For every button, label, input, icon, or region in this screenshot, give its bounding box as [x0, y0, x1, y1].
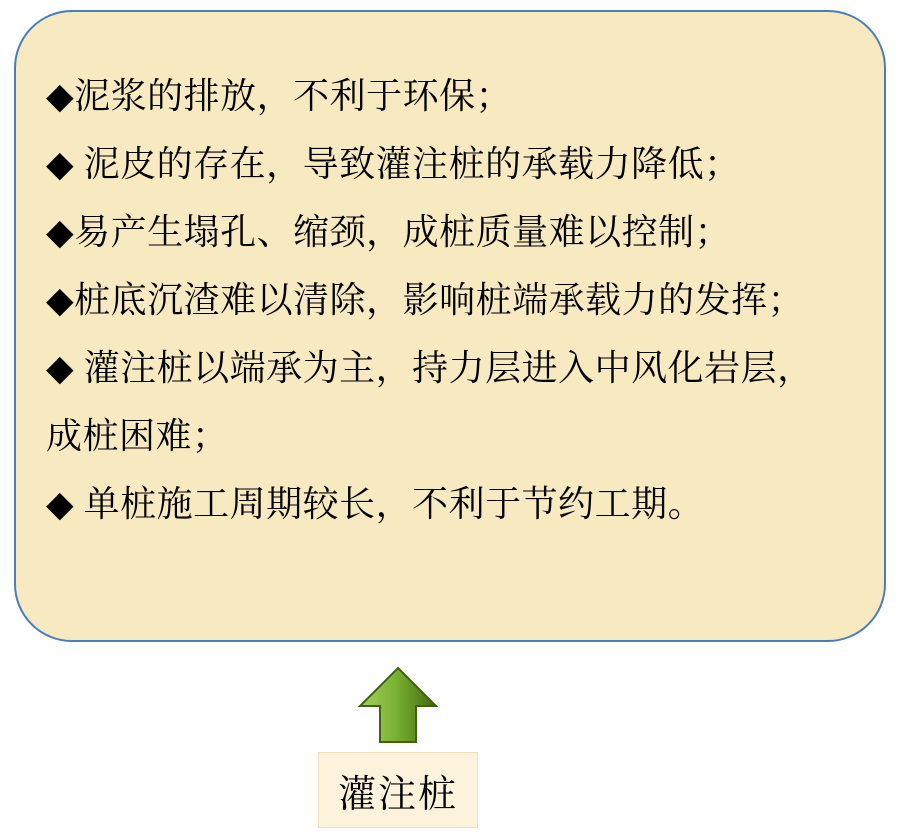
- list-item: ◆易产生塌孔、缩颈，成桩质量难以控制；: [46, 212, 732, 252]
- bored-pile-label: [318, 752, 478, 828]
- list-item: ◆桩底沉渣难以清除，影响桩端承载力的发挥；: [46, 280, 805, 320]
- drawbacks-list: [46, 62, 856, 538]
- list-item: ◆泥浆的排放，不利于环保；: [46, 76, 513, 116]
- list-item: ◆ 灌注桩以端承为主，持力层进入中风化岩层，: [46, 348, 814, 388]
- drawbacks-callout: [14, 10, 886, 642]
- list-item-continuation: 成桩困难；: [46, 416, 229, 456]
- list-item: ◆ 泥皮的存在，导致灌注桩的承载力降低；: [46, 144, 741, 184]
- list-item: ◆ 单桩施工周期较长，不利于节约工期。: [46, 484, 705, 524]
- up-arrow-icon: [356, 666, 440, 744]
- bored-pile-label-text: 灌注桩: [337, 773, 458, 816]
